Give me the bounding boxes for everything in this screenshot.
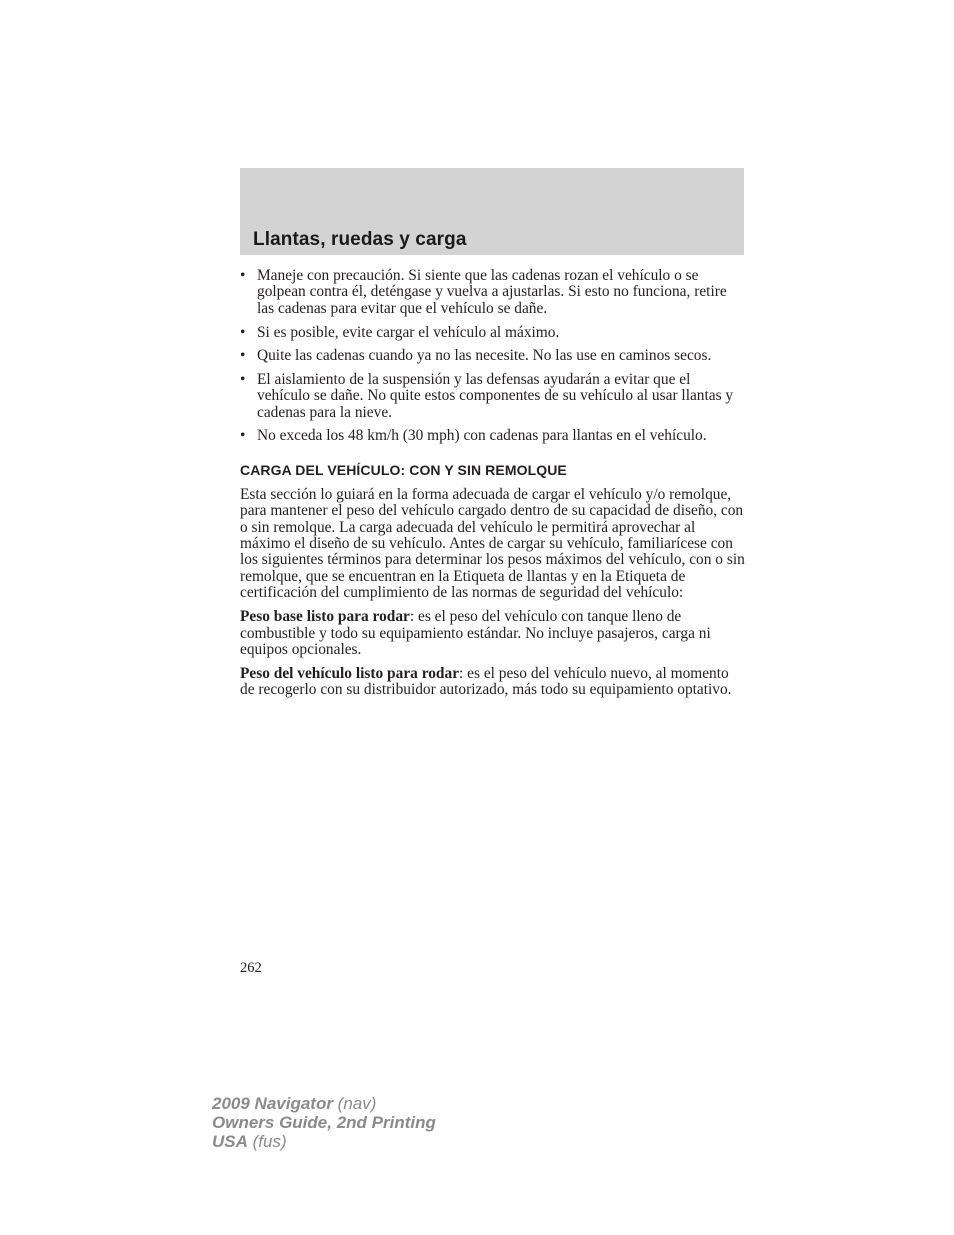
bullet-text: No exceda los 48 km/h (30 mph) con cadenas para llantas en el vehículo. xyxy=(257,427,707,445)
bullet-text: Quite las cadenas cuando ya no las necesite. No las use en caminos secos. xyxy=(257,347,712,365)
footer-model-code: (nav) xyxy=(332,1094,377,1113)
footer-line-market xyxy=(212,1132,436,1151)
bullet-text: El aislamiento de la suspensión y las defensas ayudarán a evitar que el vehículo se dañe. No quite estos componentes de su vehículo al usar llantas y cadenas para la nieve. xyxy=(257,370,734,421)
section-intro: Esta sección lo guiará en la forma adecuada de cargar el vehículo y/o remolque, para mantener el peso del vehículo cargado dentro de su capacidad de diseño, con o sin remolque. La carga adecuada del vehículo le permitirá aprovechar al máximo el diseño de su vehículo. Antes de cargar su vehículo, familiarícese con los siguientes términos para determinar los pesos máximos del vehículo, con o sin remolque, que se encuentran en la Etiqueta de llantas y en la Etiqueta de certificación del cumplimiento de las normas de seguridad del vehículo: xyxy=(240,485,745,602)
footer-model: 2009 Navigator xyxy=(212,1094,333,1113)
bullet-item xyxy=(240,428,746,444)
bullet-item xyxy=(240,325,746,341)
bullet-marker: • xyxy=(240,427,246,445)
bullet-item xyxy=(240,372,746,421)
bullet-item xyxy=(240,268,746,317)
document-footer xyxy=(212,1094,436,1151)
page-content xyxy=(240,268,746,706)
page-number: 262 xyxy=(240,960,262,976)
section-heading: CARGA DEL VEHÍCULO: CON Y SIN REMOLQUE xyxy=(240,461,567,478)
footer-line-model xyxy=(212,1094,436,1113)
bullet-text: Si es posible, evite cargar el vehículo al máximo. xyxy=(257,323,560,341)
definition-term: Peso del vehículo listo para rodar xyxy=(240,664,460,682)
chapter-title: Llantas, ruedas y carga xyxy=(253,229,467,250)
bullet-marker: • xyxy=(240,347,246,365)
definition-text: : es el peso del vehículo nuevo, al momento de recogerlo con su distribuidor autorizado, más todo su equipamiento optativo. xyxy=(240,664,732,699)
footer-line-edition: Owners Guide, 2nd Printing xyxy=(212,1113,436,1132)
bullet-marker: • xyxy=(240,323,246,341)
definition-term: Peso base listo para rodar xyxy=(240,608,410,626)
chapter-header-band xyxy=(240,168,744,255)
definition-paragraph xyxy=(240,666,746,699)
footer-market: USA xyxy=(212,1132,248,1151)
bullet-marker: • xyxy=(240,267,246,284)
bullet-marker: • xyxy=(240,370,246,388)
definition-paragraph xyxy=(240,609,746,658)
definition-text: : es el peso del vehículo con tanque lleno de combustible y todo su equipamiento estándar. No incluye pasajeros, carga ni equipos opcionales. xyxy=(240,608,711,658)
footer-market-code: (fus) xyxy=(247,1132,287,1151)
bullet-list xyxy=(240,268,746,445)
bullet-text: Maneje con precaución. Si siente que las cadenas rozan el vehículo o se golpean contra él, deténgase y vuelva a ajustarlas. Si esto no funciona, retire las cadenas para evitar que el vehículo se dañe. xyxy=(257,267,727,317)
bullet-item xyxy=(240,348,746,364)
